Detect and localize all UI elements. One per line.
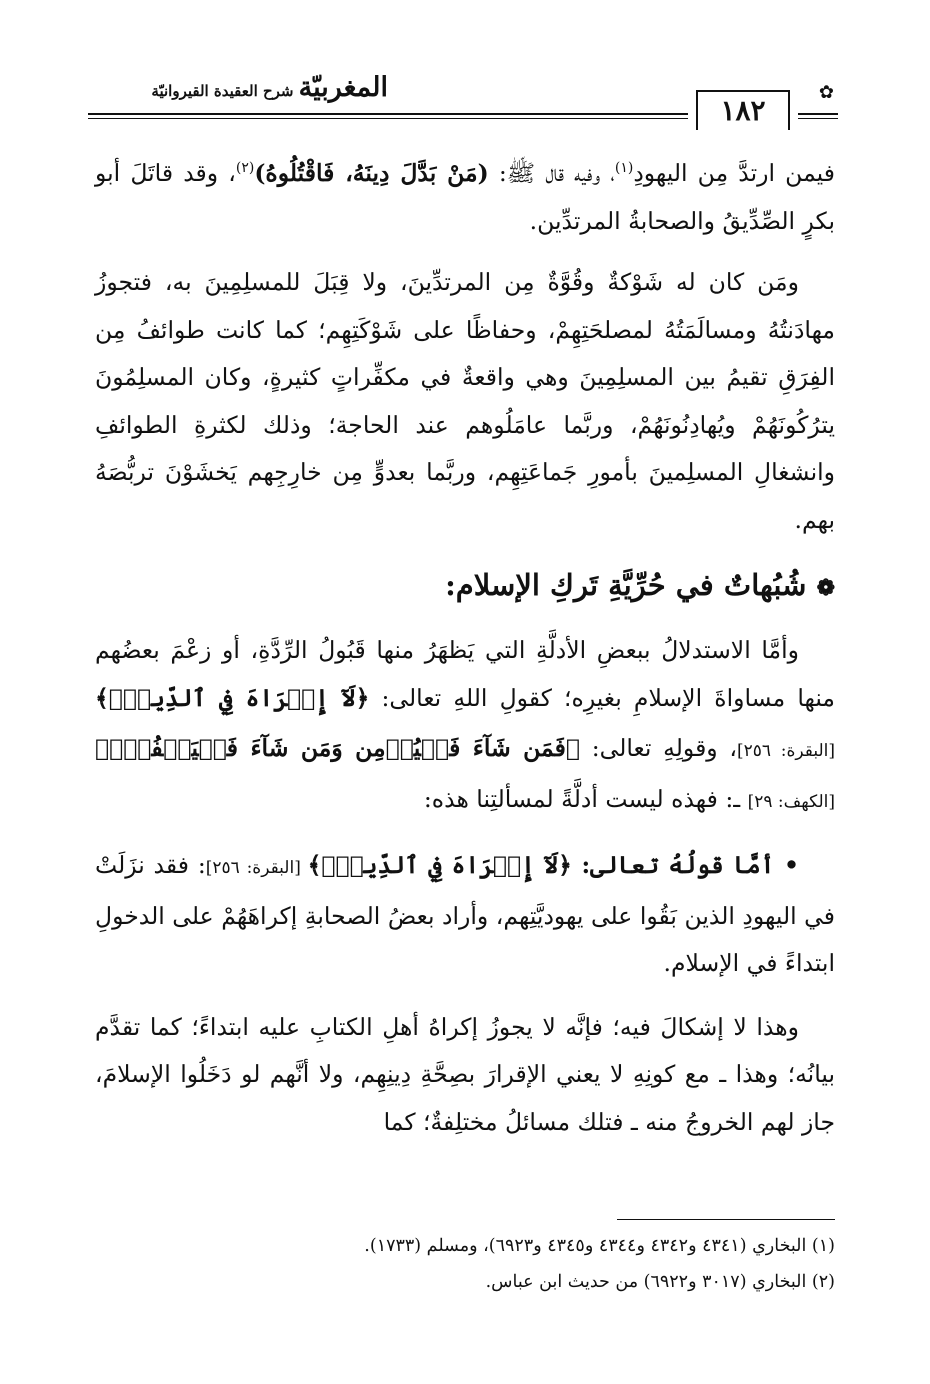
book-title-main: المغربيّة <box>298 72 388 103</box>
running-title <box>145 72 394 103</box>
verse-reference-1: [البقرة: ٢٥٦] <box>736 741 835 761</box>
main-text <box>95 150 835 1146</box>
text-run: ـ: فهذه ليست أدلَّةً لمسألتِنا هذه: <box>423 784 748 813</box>
paragraph-4 <box>95 842 835 988</box>
verse-reference-2: [الكهف: ٢٩] <box>747 791 835 812</box>
verse-reference-3: [البقرة: ٢٥٦] <box>205 858 308 878</box>
quran-verse-3: ﴿لَآ إِكۡرَاهَ فِي ٱلدِّينِۖ﴾ <box>307 851 572 879</box>
text-run: فيمن ارتدَّ مِن اليهودِ <box>633 159 835 187</box>
paragraph-2: ومَن كان له شَوْكةٌ وقُوَّةٌ مِن المرتدِّينَ، ولا قِبَلَ للمسلِمِينَ به، فتجوزُ مهادَنتُهُ ومسالَمَتُهُ لمصلحَتِهِمْ، وحفاظًا على شَوْكَتِهِم؛ كما كانت طوائفُ مِن الفِرَقِ تقيمُ بين المسلِمِينَ وهي واقعةٌ في مكفِّراتٍ كثيرةٍ، وكان المسلِمُونَ يترُكُونَهُمْ ويُهادِنُونَهُمْ، وربَّما عامَلُوهم عند الحاجة؛ وذلك لكثرةِ الطوائفِ وانشغالِ المسلِمينَ بأمورِ جَماعَتِهِم، وربَّما بعدوٍّ مِن خارِجِهم يَخشَوْنَ تربُّصَهُ بهم. <box>95 268 835 534</box>
page-number-box <box>688 84 798 128</box>
footnote-1: (١) البخاري (٤٣٤١ و٤٣٤٢ و٤٣٤٤ و٤٣٤٥ و٦٩٢٣)، ومسلم (١٧٣٣). <box>364 1236 835 1256</box>
quran-verse-1: ﴿لَآ إِكۡرَاهَ فِي ٱلدِّينِۖ﴾ <box>95 683 370 712</box>
book-title-sub: شرح العقيدة القيروانيّة <box>151 82 294 100</box>
text-run: ، وفيه قال ﷺ: <box>488 159 615 187</box>
paragraph-1 <box>95 150 835 245</box>
paragraph-5: وهذا لا إشكالَ فيه؛ فإنَّه لا يجوزُ إكراهُ أهلِ الكتابِ عليه ابتداءً؛ كما تقدَّم بيانُه؛ وهذا ـ مع كونِهِ لا يعني الإقرارَ بصِحَّةِ دِينِهِم، ولا أنَّهم لو دَخَلُوا الإسلامَ، جاز لهم الخروجُ منه ـ فتلك مسائلُ مختلِفةٌ؛ كما <box>95 1012 835 1136</box>
text-run: : فقد نزَلَتْ في اليهودِ الذين بَقُوا على يهوديَّتِهم، وأراد بعضُ الصحابةِ إكراهَهُمْ على الدخولِ ابتداءً في الإسلام. <box>95 851 835 977</box>
footnote-separator <box>617 1219 835 1220</box>
quran-verse-2: ﴿فَمَن شَآءَ فَلۡيُؤۡمِن وَمَن شَآءَ فَلۡيَكۡفُرۡۚ﴾ <box>95 734 580 762</box>
footnote-2: (٢) البخاري (٣٠١٧ و٦٩٢٢) من حديث ابن عباس. <box>485 1272 835 1292</box>
bullet-lead: • أمَّا قولُهُ تعالى: <box>571 851 800 879</box>
text-run: ، وقولِهِ تعالى: <box>579 734 737 762</box>
text-run: وأمَّا الاستدلالُ ببعضِ الأدلَّةِ التي يَظهَرُ منها قَبُولُ الرِّدَّةِ، أو زعْمَ بعضُهم منها مساواةَ الإسلامِ بغيرِه؛ كقولِ اللهِ تعالى: <box>95 636 835 712</box>
hadith-quote: (مَنْ بَدَّلَ دِينَهُ، فَاقْتُلُوهُ) <box>254 159 489 187</box>
text-run: ، وقد قاتَلَ أبو بكرٍ الصِّدِّيقُ والصحابةُ المرتدِّين. <box>95 159 835 235</box>
footnote-marker-1[interactable]: (١) <box>614 160 634 177</box>
paragraph-3 <box>95 627 835 826</box>
footnote-marker-2[interactable]: (٢) <box>235 160 255 177</box>
page-number: ١٨٢ <box>696 90 790 130</box>
ornament-icon: ✿ <box>818 82 834 103</box>
heading-text: شُبُهاتٌ في حُرِّيَّةِ تَركِ الإسلام: <box>445 568 807 602</box>
heading-ornament-icon: ❁ <box>816 575 835 601</box>
footnotes <box>95 1228 835 1300</box>
page-header <box>88 70 838 132</box>
section-heading <box>95 558 835 615</box>
